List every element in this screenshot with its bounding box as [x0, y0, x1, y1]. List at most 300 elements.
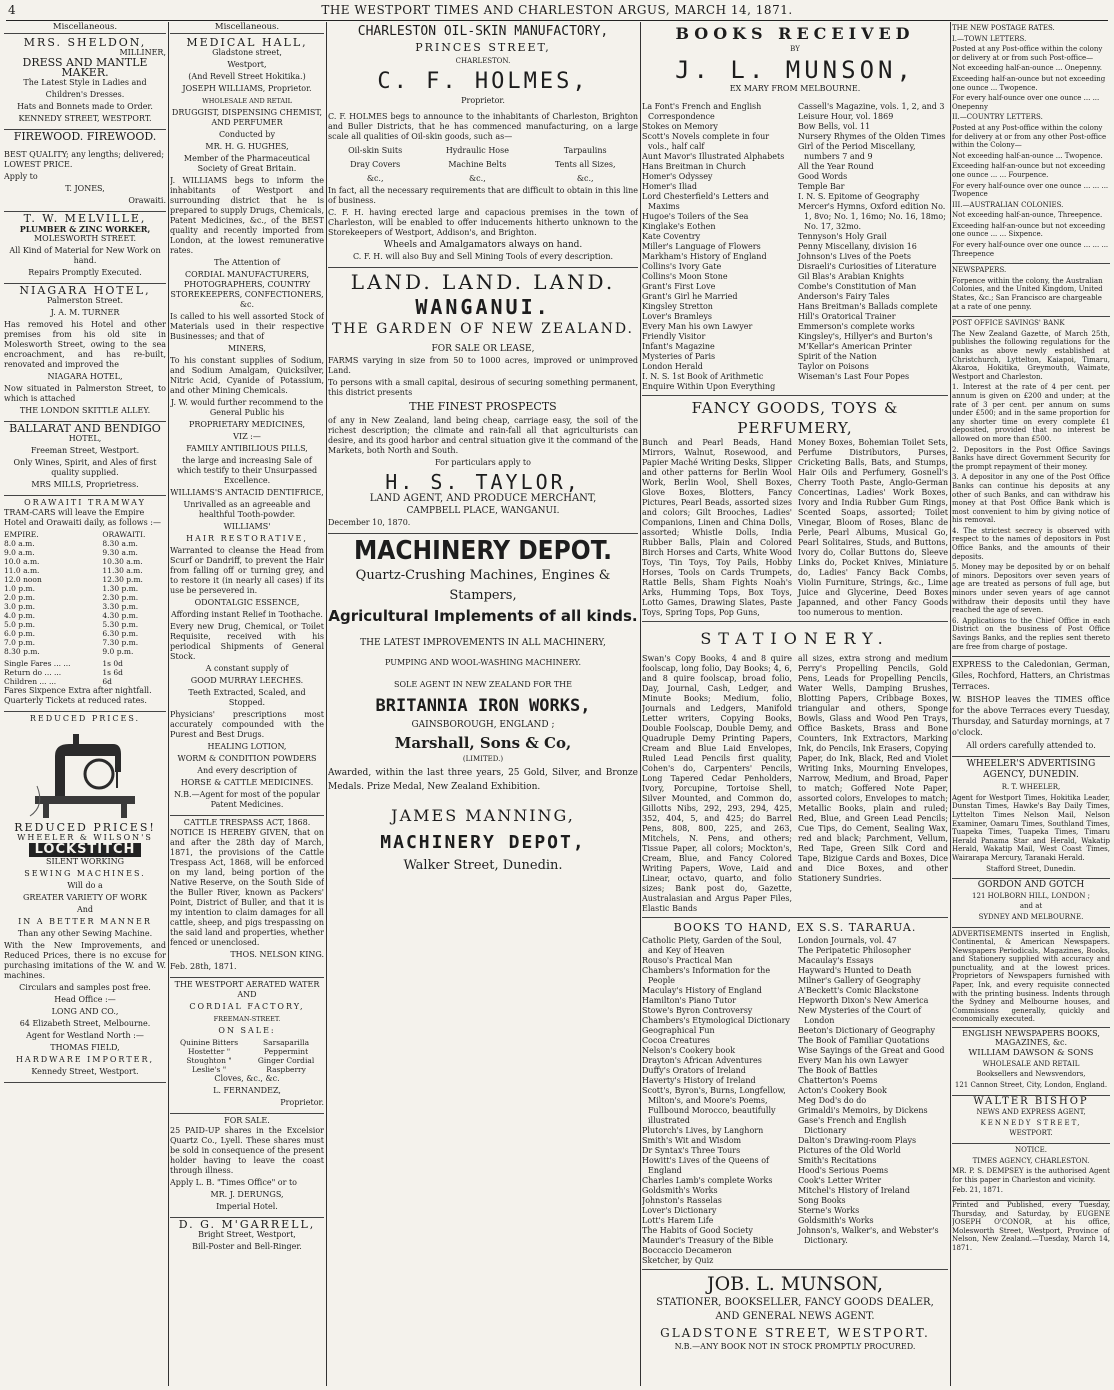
advert-line: Member of the Pharmaceutical Society of Great Britain.	[183, 154, 311, 173]
advert-line: Feb. 21, 1871.	[952, 1186, 1003, 1195]
list-item: Lord Chesterfield's Letters and Maxims	[642, 192, 769, 211]
list-item: Spirit of the Nation	[798, 352, 877, 361]
fancy-goods-text	[642, 438, 948, 618]
advert-line: A constant supply of	[205, 664, 289, 673]
advert-title: BOOKS TO HAND, EX S.S. TARARUA.	[673, 921, 917, 934]
timetable-cell: 2.0 p.m.	[4, 593, 35, 602]
advert-line: HAIR RESTORATIVE,	[186, 534, 308, 543]
list-item: Not exceeding half-an-ounce, Threepence.	[952, 211, 1103, 220]
advert-line: J. A. M. TURNER	[50, 308, 120, 317]
advert-line: Apply to	[4, 172, 38, 181]
advert-line: WILLIAM DAWSON & SONS	[968, 1048, 1094, 1059]
advert-title: FIREWOOD. FIREWOOD.	[13, 130, 157, 143]
list-item: Posted at any Post-office within the colony or delivery at or from such Post-office—	[952, 45, 1103, 62]
column-3	[328, 22, 638, 1386]
advert-line: Stafford Street, Dunedin.	[986, 864, 1076, 873]
advert-line: 121 Cannon Street, City, London, England.	[954, 1081, 1108, 1089]
list-item: Cocoa Creatures	[642, 1036, 711, 1045]
stationery-advert	[642, 622, 948, 918]
list-item: Markham's History of England	[642, 252, 767, 261]
advert-line: C. F. H. having erected large and capacious premises in the town of Charleston, will be enabled to offer inducements hitherto unknown to the Storekeepers of Westport, Addison's, and Brighton.	[328, 208, 638, 237]
product-item: Machine Belts	[448, 160, 507, 169]
list-item: M'Kellar's American Printer	[798, 342, 912, 351]
sheldon-advert	[4, 36, 166, 130]
list-item: For every half-ounce over one ounce ... ... ... Twopence	[952, 181, 1109, 199]
list-item: Homer's Iliad	[642, 182, 697, 191]
advert-line: PROPRIETARY MEDICINES,	[188, 420, 306, 429]
advert-line: 25 PAID-UP shares in the Excelsior Quartz Co., Lyell. These shares must be sold in consequence of the present holder having to leave the coast through illness.	[170, 1126, 324, 1175]
advert-line: Kennedy Street, Westport.	[31, 1067, 139, 1076]
timetable-cell: 2.30 p.m.	[102, 593, 139, 602]
list-item: Mercer's Hymns, Oxford edition No. 1, 8vo; No. 1, 16mo; No. 16, 18mo; No. 17, 32mo.	[798, 202, 946, 231]
advert-line: Now situated in Palmerston Street, to which is attached	[4, 384, 166, 403]
list-item: Chambers's Information for the People	[642, 966, 771, 985]
book-list-right	[798, 102, 948, 392]
tramway-advert	[4, 496, 166, 712]
list-item: Hans Breitman in Church	[642, 162, 746, 171]
advert-title: WALTER BISHOP	[973, 1095, 1089, 1107]
machinery-depot-advert	[328, 534, 638, 879]
book-list-left	[642, 936, 792, 1266]
advert-line: HORSE & CATTLE MEDICINES.	[180, 778, 314, 787]
advert-line: PRINCES STREET,	[415, 41, 551, 54]
section-heading: Miscellaneous.	[4, 22, 166, 34]
list-item: Exceeding half-an-ounce but not exceeding one ounce ... ... Sixpence.	[952, 221, 1106, 239]
list-item: Nursery Rhymes of the Olden Times	[798, 132, 946, 141]
fare-label: Single Fares ... ...	[4, 659, 71, 668]
advert-line: THE FINEST PROSPECTS	[409, 400, 557, 413]
advert-line: MINERS,	[228, 344, 266, 353]
list-item: Geographical Fun	[642, 1026, 715, 1035]
list-item: Johnson's Lives of the Poets	[798, 252, 911, 261]
list-item: London Herald	[642, 362, 703, 371]
advert-line: BY	[790, 45, 800, 53]
advert-line: J. W. would further recommend to the General Public his	[170, 398, 324, 417]
advert-line: WHOLESALE AND RETAIL	[202, 97, 292, 105]
advert-line: CHARLESTON.	[455, 57, 511, 65]
list-item: Beeton's Dictionary of Geography	[798, 1026, 935, 1035]
product-item: Stoughton "	[186, 1056, 232, 1065]
advert-line: Bright Street, Westport,	[198, 1230, 296, 1239]
product-item: &c.,	[469, 174, 486, 183]
list-item: Stowe's Byron Controversy	[642, 1006, 753, 1015]
list-item: Pictures of the Old World	[798, 1146, 901, 1155]
list-item: Haverty's History of Ireland	[642, 1076, 756, 1085]
advert-line: Fares Sixpence Extra after nightfall. Quarterly Tickets at reduced rates.	[4, 686, 152, 705]
times-agency-notice	[952, 1144, 1110, 1201]
column-rule	[640, 22, 641, 1386]
list-item: Rouso's Practical Man	[642, 956, 733, 965]
list-item: For every half-ounce over one ounce ... ... ... Threepence	[952, 241, 1109, 258]
list-item: Enquire Within Upon Everything	[642, 382, 776, 391]
advert-line: MR. J. DERUNGS,	[210, 1190, 284, 1199]
advert-line: MR. P. S. DEMPSEY is the authorised Agent for this paper in Charleston and vicinity.	[952, 1167, 1110, 1184]
list-item: Every Man his own Lawyer	[798, 1056, 909, 1065]
postage-rates	[952, 22, 1110, 264]
list-item: Goldsmith's Works	[642, 1186, 718, 1195]
timetable-cell: 11.30 a.m.	[102, 566, 143, 575]
list-item: Bow Bells, vol. 11	[798, 122, 871, 131]
advert-line: CORDIAL FACTORY,	[189, 1002, 305, 1011]
product-item: Tents all Sizes,	[554, 160, 616, 169]
advert-title: ENGLISH NEWSPAPERS BOOKS, MAGAZINES, &c.	[962, 1029, 1100, 1047]
advert-line: And	[76, 905, 94, 914]
timetable-cell: 7.0 p.m.	[4, 638, 35, 647]
advert-line: TIMES AGENCY, CHARLESTON.	[972, 1156, 1090, 1165]
advert-line: J. WILLIAMS begs to inform the inhabitants of Westport and surrounding district that he is prepared to supply Drugs, Chemicals, Patent Medicines, &c., of the BEST quality and recently imported from London, at the lowest remunerative rates.	[170, 176, 324, 255]
column-2	[170, 22, 324, 1386]
timetable-cell: 4.0 p.m.	[4, 611, 35, 620]
list-item: Tennyson's Holy Grail	[798, 232, 887, 241]
page-number: 4	[8, 3, 17, 17]
advert-line: Quartz-Crushing Machines, Engines & Stampers,	[355, 568, 611, 603]
english-newspapers-advert	[952, 1028, 1110, 1096]
list-item: Not exceeding half-an-ounce ... Onepenny.	[952, 64, 1102, 73]
list-item: Smith's Wit and Wisdom	[642, 1136, 742, 1145]
product-item: Quinine Bitters	[180, 1038, 239, 1047]
advert-line: Agricultural Implements of all kinds.	[328, 607, 638, 625]
fare-value: 1s 6d	[102, 668, 123, 677]
advert-line: Repairs Promptly Executed.	[28, 268, 142, 277]
timetable-cell: 3.30 p.m.	[102, 602, 139, 611]
sewing-machine-illustration	[25, 726, 145, 821]
melville-advert	[4, 212, 166, 284]
list-item: London Journals, vol. 47	[798, 936, 897, 945]
list-item: Acton's Cookery Book	[798, 1086, 887, 1095]
timetable-cell: 12.0 noon	[4, 575, 42, 584]
list-item: Johnson's, Walker's, and Webster's Dictionary.	[798, 1226, 939, 1245]
advert-line: Affording instant Relief in Toothache.	[171, 610, 323, 619]
list-item: Meg Dod's do do	[798, 1096, 867, 1105]
advert-line: of any in New Zealand, land being cheap, carriage easy, the soil of the richest description; the climate and rain-fall all that agriculturists can desire, and its good harbor and central situation give it the command of the Markets, both North and South.	[328, 416, 638, 455]
advert-title: STATIONERY.	[700, 629, 890, 648]
advert-line: H. S. TAYLOR,	[385, 470, 581, 494]
list-item: Hayward's Hunted to Death	[798, 966, 912, 975]
niagara-advert	[4, 284, 166, 422]
advert-line: All orders carefully attended to.	[966, 741, 1096, 751]
advert-line: the large and increasing Sale of which testify to their Unsurpassed Excellence.	[176, 456, 318, 485]
list-item: Taylor on Poisons	[798, 362, 869, 371]
advert-line: GAINSBOROUGH, ENGLAND ;	[411, 720, 555, 730]
advert-line: EX MARY FROM MELBOURNE.	[729, 84, 861, 93]
list-item: Infant's Magazine	[642, 342, 715, 351]
timetable-cell: 7.30 p.m.	[102, 638, 139, 647]
list-item: Posted at any Post-office within the colony for delivery at or from any other Post-office within the Colony—	[952, 123, 1107, 150]
advert-line: Conducted by	[218, 130, 276, 139]
express-advert	[952, 657, 1110, 757]
advert-line: SOLE AGENT IN NEW ZEALAND FOR THE	[394, 680, 572, 689]
list-item: La Font's French and English Correspondence	[642, 102, 762, 121]
advert-line: DRUGGIST, DISPENSING CHEMIST, AND PERFUMER	[171, 108, 323, 127]
list-item: Stokes on Memory	[642, 122, 718, 131]
advert-line: Awarded, within the last three years, 25 Gold, Silver, and Bronze Medals. Prize Medal, New Zealand Exhibition.	[328, 768, 638, 792]
mgarrell-advert	[170, 1218, 324, 1257]
list-item: Lover's Bramleys	[642, 312, 713, 321]
advert-title: D. G. M'GARRELL,	[178, 1218, 316, 1231]
oilskin-advert	[328, 22, 638, 268]
advert-line: The Attention of	[214, 258, 280, 267]
advert-line: WESTPORT.	[1009, 1129, 1053, 1138]
advert-line: AND GENERAL NEWS AGENT.	[715, 1311, 875, 1322]
advert-line: LONG AND CO.,	[51, 1007, 119, 1016]
imprint: Printed and Published, every Tuesday, Thursday, and Saturday, by EUGENE JOSEPH O'CONOR, at his office, Molesworth Street, Westport, Province of Nelson, New Zealand.—Tuesday, March 14, 1871.	[952, 1200, 1110, 1252]
list-item: Miller's Language of Flowers	[642, 242, 761, 251]
column-rule	[326, 22, 327, 1386]
list-item: THE NEW POSTAGE RATES.	[952, 24, 1055, 32]
list-item: II.—COUNTRY LETTERS.	[952, 113, 1043, 122]
advert-line: WILLIAMS'S ANTACID DENTIFRICE,	[170, 488, 324, 497]
advert-line: GLADSTONE STREET, WESTPORT.	[660, 1326, 930, 1340]
advert-line: Circulars and samples post free.	[19, 983, 151, 992]
advert-line: FARMS varying in size from 50 to 1000 acres, improved or unimproved Land.	[328, 356, 638, 375]
advert-title: T. W. MELVILLE,	[23, 212, 147, 225]
advert-line: Agent for Westland North :—	[26, 1031, 144, 1040]
advert-line: WHEELER & WILSON'S	[17, 833, 153, 842]
timetable-cell: 8.30 a.m.	[102, 539, 138, 548]
list-item: Hill's Oratorical Trainer	[798, 312, 896, 321]
timetable-cell: 8.30 p.m.	[4, 647, 40, 656]
advert-line: IN A BETTER MANNER	[18, 917, 152, 926]
product-item: Hydraulic Hose	[445, 146, 509, 155]
list-item: Scott's, Byron's, Burns, Longfellow, Milton's, and Moore's Poems, Fullbound Morocco, beautifully illustrated	[642, 1086, 786, 1125]
product-item: Hostetter "	[187, 1047, 231, 1056]
list-item: Boccaccio Decameron	[642, 1246, 732, 1255]
product-item: Oil-skin Suits	[348, 146, 403, 155]
tararua-books-advert	[642, 918, 948, 1270]
list-item: Hamilton's Piano Tutor	[642, 996, 737, 1005]
list-item: Emmerson's complete works	[798, 322, 915, 331]
advert-line: Has removed his Hotel and other premises from his old site in Molesworth Street, owing to the sea encroachment, and has re-built, renovated and improved the	[4, 320, 166, 369]
list-item: Penny Miscellany, division 16	[798, 242, 917, 251]
advert-line: BEST QUALITY; any lengths; delivered; LOWEST PRICE.	[4, 150, 165, 169]
book-list-right	[798, 936, 948, 1266]
advert-line: Palmerston Street.	[46, 296, 124, 305]
advert-line: Walker Street, Dunedin.	[403, 858, 563, 873]
list-item: Every Man his own Lawyer	[642, 322, 753, 331]
advert-line: Bill-Poster and Bell-Ringer.	[192, 1242, 302, 1251]
list-item: Song Books	[798, 1196, 846, 1205]
list-item: Combe's Constitution of Man	[798, 282, 917, 291]
advert-line: MILLINER,	[119, 48, 166, 57]
advert-line: JOSEPH WILLIAMS, Proprietor.	[182, 84, 312, 93]
list-item: Hans Breitman's Ballads complete	[798, 302, 938, 311]
advert-line: WANGANUI.	[415, 295, 551, 319]
advert-line: all sizes, extra strong and medium Perry's Propelling Pencils, Gold Pens, Leads for Propelling Pencils, Water Wells, Damping Brushes, Blotting Papers, Cribbage Boxes, triangular and others, Sponge Bowls, Glass and Wood Pen Trays, Office Baskets, Brass and Bone Counters, Ink Extractors, Marking Ink, do Pencils, Ink Erasers, Copying Paper, do Ink, Black, Red and Violet Writing Inks, Mourning Envelopes, Narrow, Medium, and Broad, Paper to match; Goffered Note Paper, assorted colors, Envelopes to match; Metallic Books, plain and ruled; Red, Blue, and Green Lead Pencils; Cue Tips, do Cement, Sealing Wax, red and black; Parchment, Vellum, Red Tape, Green Silk Cord and Tape, Bizigue Cards and Boxes, Dice and Dice Boxes, and other Stationery Sundries.	[798, 654, 948, 883]
advert-line: 121 HOLBORN HILL, LONDON ;	[972, 891, 1090, 900]
advert-line: THOS. NELSON KING.	[230, 950, 324, 959]
advert-title: MEDICAL HALL,	[186, 36, 308, 49]
list-item: Maunder's Treasury of the Bible	[642, 1236, 774, 1245]
list-item: Charles Lamb's complete Works	[642, 1176, 773, 1185]
fare-value: 1s 0d	[102, 659, 123, 668]
advert-line: T. JONES,	[65, 184, 105, 193]
advert-line: Feb. 28th, 1871.	[170, 962, 237, 971]
advert-line: FREEMAN-STREET.	[213, 1015, 281, 1023]
advert-line: W. BISHOP leaves the TIMES office for the above Terraces every Tuesday, Thursday, and Saturday mornings, at 7 o'clock.	[952, 695, 1110, 738]
timetable-cell: 12.30 p.m.	[102, 575, 143, 584]
advert-line: SEWING MACHINES.	[24, 869, 146, 878]
list-item: Dr Syntax's Three Tours	[642, 1146, 741, 1155]
advert-line: GOOD MURRAY LEECHES.	[190, 676, 304, 685]
timetable-header: ORAWAITI.	[102, 530, 146, 539]
advert-line: C. F. HOLMES begs to announce to the inhabitants of Charleston, Brighton and Buller Districts, that he has commenced manufacturing, on a large scale all qualities of Oil-skin goods, such as—	[328, 112, 638, 141]
list-item: 3. A depositor in any one of the Post Office Banks can continue his deposits at any other of such Banks, and can withdraw his money at that Post Office Bank which is most convenient to him by giving notice of his removal.	[952, 473, 1110, 525]
list-item: 2. Depositors in the Post Office Savings Banks have direct Government Security for the prompt repayment of their money.	[952, 445, 1110, 471]
timetable-cell: 6.30 p.m.	[102, 629, 139, 638]
list-item: Disraeli's Curiosities of Literature	[798, 262, 937, 271]
masthead-title: THE WESTPORT TIMES AND CHARLESTON ARGUS, MARCH 14, 1871.	[321, 3, 793, 17]
list-item: Kate Coventry	[642, 232, 701, 241]
advert-line: Unrivalled as an agreeable and healthful Tooth-powder.	[183, 500, 311, 519]
list-item: Mitchel's History of Ireland	[798, 1186, 910, 1195]
timetable-cell: 5.0 p.m.	[4, 620, 35, 629]
book-list	[642, 936, 948, 1266]
advert-line: SYDNEY AND MELBOURNE.	[978, 912, 1084, 921]
advert-line: 64 Elizabeth Street, Melbourne.	[19, 1019, 151, 1028]
list-item: A'Beckett's Comic Blackstone	[798, 986, 919, 995]
list-item: Johnston's Rasselas	[642, 1196, 722, 1205]
advert-line: FAMILY ANTIBILIOUS PILLS,	[186, 444, 308, 453]
cattle-trespass-notice	[170, 816, 324, 978]
advert-line: Every new Drug, Chemical, or Toilet Requisite, received with his periodical Shipments of General Stock.	[170, 622, 324, 661]
list-item: Duffy's Orators of Ireland	[642, 1066, 746, 1075]
list-item: Grant's Girl he Married	[642, 292, 738, 301]
list-item: Mysteries of Paris	[642, 352, 716, 361]
product-item: &c.,	[366, 174, 384, 183]
list-item: Howitt's Lives of the Queens of England	[642, 1156, 769, 1175]
timetable-cell: 1.0 p.m.	[4, 584, 35, 593]
walter-bishop-advert	[952, 1096, 1110, 1144]
book-list-left	[642, 102, 792, 392]
timetable-cell: 10.0 a.m.	[4, 557, 40, 566]
product-item: Dray Covers	[350, 160, 401, 169]
list-item: The Book of Battles	[798, 1066, 878, 1075]
advert-line: KENNEDY STREET,	[980, 1118, 1082, 1127]
timetable-header: EMPIRE.	[4, 530, 39, 539]
advert-title: CATTLE TRESPASS ACT, 1868.	[183, 818, 311, 827]
list-item: POST OFFICE SAVINGS' BANK	[952, 319, 1065, 328]
advert-title: JOB. L. MUNSON,	[706, 1273, 884, 1295]
advert-line: CAMPBELL PLACE, WANGANUI.	[406, 506, 560, 516]
advert-line: LAND AGENT, AND PRODUCE MERCHANT,	[369, 493, 597, 504]
timetable-cell: 11.0 a.m.	[4, 566, 40, 575]
list-item: Catholic Piety, Garden of the Soul, and Key of Heaven	[642, 936, 782, 955]
advert-line: HARDWARE IMPORTER,	[15, 1055, 155, 1064]
advert-line: GREATER VARIETY OF WORK	[23, 893, 147, 902]
column-rule	[168, 22, 169, 1386]
advert-line: Marshall, Sons & Co,	[394, 734, 572, 752]
advert-line: THOMAS FIELD,	[50, 1043, 120, 1052]
product-item: Ginger Cordial	[257, 1056, 315, 1065]
list-item: III.—AUSTRALIAN COLONIES.	[952, 200, 1064, 209]
masthead	[6, 0, 1108, 21]
list-item: Gase's French and English Dictionary	[798, 1116, 907, 1135]
wheeler-wilson-advert	[4, 712, 166, 1083]
list-item: Kingsley Stretton	[642, 302, 713, 311]
advert-line: and at	[1019, 902, 1043, 911]
advert-line: STATIONER, BOOKSELLER, FANCY GOODS DEALER,	[656, 1297, 934, 1308]
advert-line: Will do a	[67, 881, 103, 890]
list-item: Chatterton's Poems	[798, 1076, 878, 1085]
advert-line: Warranted to cleanse the Head from Scurf or Dandriff, to prevent the Hair from falling off or turning grey, and to restore it (in nearly all cases) if its use be persevered in.	[170, 546, 324, 595]
advert-title: CHARLESTON OIL-SKIN MANUFACTORY,	[357, 24, 609, 39]
advert-line: SILENT WORKING	[45, 857, 124, 866]
advert-line: C. F. H. will also Buy and Sell Mining Tools of every description.	[352, 252, 614, 261]
advert-line: DRESS AND MANTLE MAKER.	[22, 56, 148, 79]
advert-title: THE WESTPORT AERATED WATER AND	[174, 980, 320, 999]
aerated-water-advert	[170, 978, 324, 1114]
advert-line: THE LATEST IMPROVEMENTS IN ALL MACHINERY,	[360, 638, 606, 648]
list-item: Exceeding half-an-ounce but not exceeding one ounce ... Twopence.	[952, 74, 1106, 92]
advert-line: MOLESWORTH STREET.	[33, 234, 137, 243]
wheelers-agency-advert	[952, 757, 1110, 879]
list-item: Grimaldi's Memoirs, by Dickens	[798, 1106, 928, 1115]
advert-title: NIAGARA HOTEL,	[19, 284, 151, 297]
advert-line: WHOLESALE AND RETAIL	[982, 1059, 1080, 1068]
list-item: Grant's First Love	[642, 282, 716, 291]
savings-bank-notice	[952, 317, 1110, 657]
advert-title: WHEELER'S ADVERTISING AGENCY, DUNEDIN.	[966, 759, 1096, 781]
list-item: Forpence within the colony, the Australian Colonies, and the United Kingdom, United States, &c.; San Francisco are chargeable at a rate of one penny.	[952, 276, 1103, 311]
product-item: Peppermint	[264, 1047, 309, 1056]
list-item: New Mysteries of the Court of London	[798, 1006, 922, 1025]
book-list	[642, 102, 948, 392]
advert-line: VIZ :—	[233, 432, 261, 441]
advert-title: MRS. SHELDON,	[23, 36, 147, 49]
advert-line: Cloves, &c., &c.	[214, 1074, 280, 1083]
list-item: Kinglake's Eothen	[642, 222, 716, 231]
advert-line: December 10, 1870.	[328, 518, 411, 527]
list-item: Milner's Gallery of Geography	[798, 976, 921, 985]
advertisements-notice: ADVERTISEMENTS inserted in English, Continental, & American Newspapers. Newspapers Periodicals, Magazines, Books, and Stationery supplied with accuracy and punctuality, and at the lowest prices. Proprietors of Newspapers furnished with Paper, Ink, and every requisite connected with the printing business. Indents through the Sydney and Melbourne houses, and Commissions generally, quickly and economically executed.	[952, 928, 1110, 1029]
list-item: Gil Blas's Arabian Knights	[798, 272, 905, 281]
list-item: The Book of Familiar Quotations	[798, 1036, 930, 1045]
advert-line: Proprietor.	[280, 1098, 324, 1107]
proprietor-name: C. F. HOLMES,	[377, 69, 589, 94]
advert-line: NOTICE IS HEREBY GIVEN, that on and after the 28th day of March, 1871, the provisions of the Cattle Trespass Act, 1868, will be enforced on my land, being portion of the Native Reserve, on the South Side of the Buller River, known as Packers' Point, District of Buller, and that it is my intention to claim damages for all cattle, sheep, and pigs trespassing on the said land and properties, whether fenced or unenclosed.	[170, 828, 324, 947]
advert-title: NOTICE.	[1015, 1145, 1047, 1154]
timetable-cell: 9.0 p.m.	[102, 647, 134, 656]
advert-line: Booksellers and Newsvendors,	[976, 1070, 1086, 1079]
advert-line: (And Revell Street Hokitika.)	[188, 72, 306, 81]
for-sale-advert	[170, 1114, 324, 1218]
advert-line: Physicians' prescriptions most accurately compounded with the Purest and Best Drugs.	[170, 710, 324, 739]
job-munson-advert	[642, 1270, 948, 1355]
list-item: The New Zealand Gazette, of March 25th, publishes the following regulations for the banks as above newly established at Christchurch, Lyttelton, Kaiapoi, Timaru, Akaroa, Hokitika, Greymouth, Waimate, Westport and Charleston.	[952, 329, 1110, 381]
advert-title: REDUCED PRICES.	[29, 714, 141, 723]
list-item: Chambers's Etymological Dictionary	[642, 1016, 790, 1025]
product-item: Sarsaparilla	[263, 1038, 310, 1047]
list-item: Kingsley's, Hillyer's and Burton's	[798, 332, 933, 341]
advert-line: MRS MILLS, Proprietress.	[31, 480, 139, 489]
advert-line: TRAM-CARS will leave the Empire Hotel and Orawaiti daily, as follows :—	[4, 508, 161, 527]
advert-line: N.B.—Agent for most of the popular Patent Medicines.	[174, 790, 320, 809]
advert-line: ODONTALGIC ESSENCE,	[194, 598, 300, 607]
list-item: Temple Bar	[798, 182, 845, 191]
list-item: Maculay's History of England	[642, 986, 762, 995]
product-list	[328, 144, 638, 186]
list-item: 1. Interest at the rate of 4 per cent. per annum is given on £200 and under; at the rate of 3 per cent. per annum on sums under £500; and in the same proportion for any shorter time on every complete £1 deposited, provided that no interest be allowed on more than £500.	[952, 383, 1110, 443]
timetable-cell: 8.0 a.m.	[4, 539, 35, 548]
list-item: I. N. S. 1st Book of Arithmetic	[642, 372, 764, 381]
column-rule	[950, 22, 951, 1386]
list-item: Girl of the Period Miscellany, numbers 7 and 9	[798, 142, 916, 161]
column-5	[952, 22, 1110, 1386]
gordon-gotch-advert	[952, 879, 1110, 927]
list-item: Friendly Visitor	[642, 332, 706, 341]
list-item: Cook's Letter Writer	[798, 1176, 882, 1185]
advert-title: FANCY GOODS, TOYS & PERFUMERY,	[691, 399, 899, 437]
